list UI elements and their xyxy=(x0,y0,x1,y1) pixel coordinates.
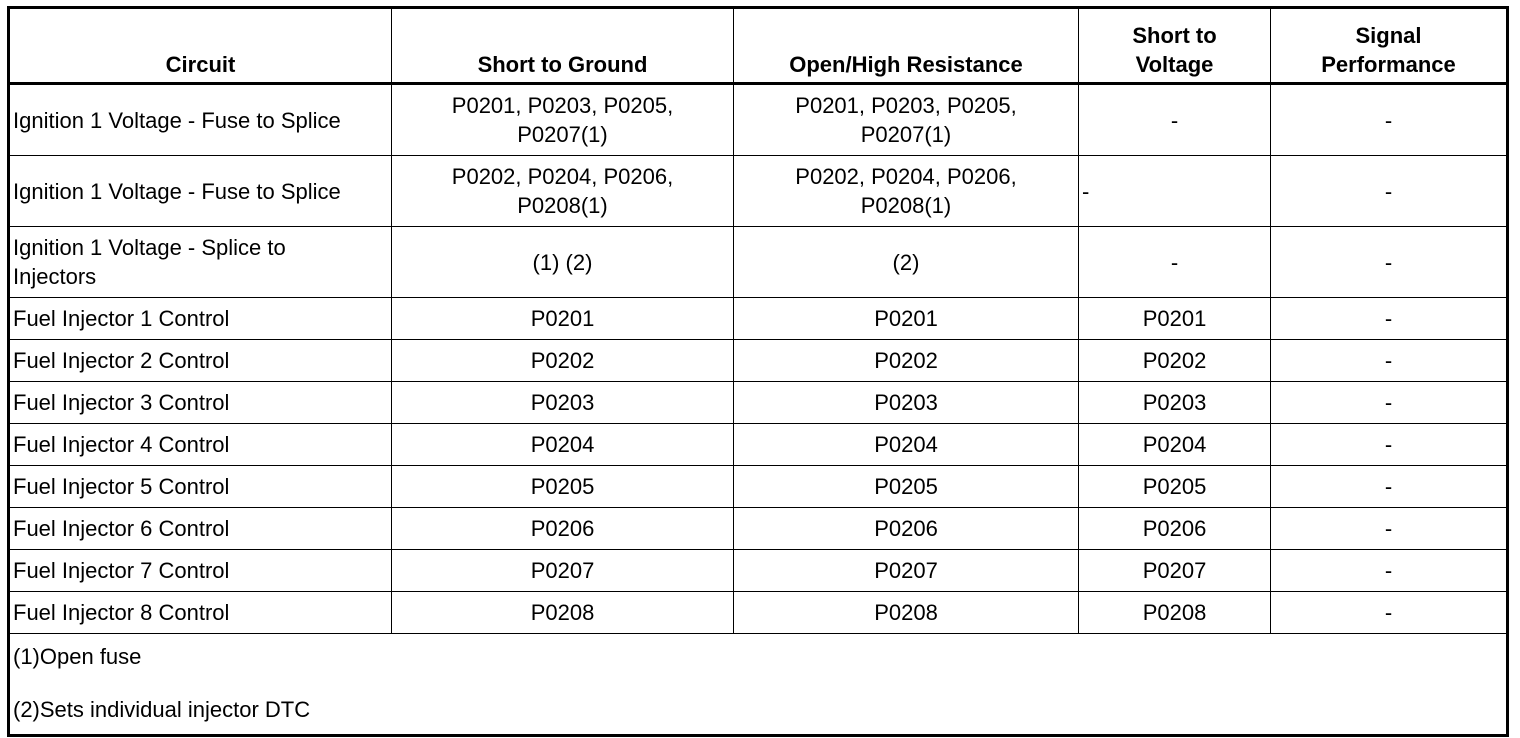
table-row xyxy=(9,592,1508,634)
header-open-high-resistance: Open/High Resistance xyxy=(734,8,1079,84)
cell-short-to-ground: P0206 xyxy=(392,508,734,550)
cell-open-high-resistance: P0205 xyxy=(734,466,1079,508)
cell-signal-performance: - xyxy=(1271,84,1508,156)
table-notes xyxy=(9,634,1508,736)
cell-open-high-resistance: P0204 xyxy=(734,424,1079,466)
cell-short-to-ground: P0207 xyxy=(392,550,734,592)
note-individual-injector-dtc: (2)Sets individual injector DTC xyxy=(13,697,311,722)
cell-open-high-resistance: P0203 xyxy=(734,382,1079,424)
table-row xyxy=(9,466,1508,508)
cell-short-to-voltage: P0207 xyxy=(1079,550,1271,592)
cell-signal-performance: - xyxy=(1271,424,1508,466)
dtc-circuit-table-document xyxy=(7,6,1506,733)
cell-circuit: Fuel Injector 3 Control xyxy=(9,382,392,424)
cell-open-high-resistance: P0208 xyxy=(734,592,1079,634)
header-short-to-ground: Short to Ground xyxy=(392,8,734,84)
note-open-fuse: (1)Open fuse xyxy=(13,644,142,669)
cell-short-to-voltage: - xyxy=(1079,156,1271,227)
table-row xyxy=(9,227,1508,298)
cell-short-to-voltage: P0201 xyxy=(1079,298,1271,340)
table-row xyxy=(9,156,1508,227)
cell-short-to-ground: P0204 xyxy=(392,424,734,466)
header-circuit: Circuit xyxy=(9,8,392,84)
cell-open-high-resistance: P0202 xyxy=(734,340,1079,382)
table-row xyxy=(9,382,1508,424)
table-row xyxy=(9,84,1508,156)
cell-signal-performance: - xyxy=(1271,508,1508,550)
table-row xyxy=(9,298,1508,340)
cell-open-high-resistance: P0206 xyxy=(734,508,1079,550)
cell-signal-performance: - xyxy=(1271,227,1508,298)
header-short-to-voltage: Short to Voltage xyxy=(1079,8,1271,84)
cell-short-to-ground: P0203 xyxy=(392,382,734,424)
cell-short-to-ground: P0201 xyxy=(392,298,734,340)
cell-circuit: Fuel Injector 5 Control xyxy=(9,466,392,508)
cell-open-high-resistance: P0201, P0203, P0205, P0207(1) xyxy=(734,84,1079,156)
cell-signal-performance: - xyxy=(1271,382,1508,424)
cell-circuit: Fuel Injector 4 Control xyxy=(9,424,392,466)
cell-signal-performance: - xyxy=(1271,156,1508,227)
cell-short-to-voltage: P0203 xyxy=(1079,382,1271,424)
table-row xyxy=(9,340,1508,382)
cell-short-to-voltage: - xyxy=(1079,227,1271,298)
header-signal-performance: Signal Performance xyxy=(1271,8,1508,84)
cell-short-to-ground: P0202, P0204, P0206, P0208(1) xyxy=(392,156,734,227)
cell-signal-performance: - xyxy=(1271,550,1508,592)
cell-signal-performance: - xyxy=(1271,298,1508,340)
cell-circuit: Ignition 1 Voltage - Splice to Injectors xyxy=(9,227,392,298)
cell-signal-performance: - xyxy=(1271,592,1508,634)
cell-open-high-resistance: (2) xyxy=(734,227,1079,298)
cell-short-to-voltage: P0204 xyxy=(1079,424,1271,466)
notes-row xyxy=(9,634,1508,736)
cell-short-to-voltage: P0206 xyxy=(1079,508,1271,550)
cell-short-to-ground: (1) (2) xyxy=(392,227,734,298)
cell-signal-performance: - xyxy=(1271,466,1508,508)
cell-open-high-resistance: P0202, P0204, P0206, P0208(1) xyxy=(734,156,1079,227)
cell-circuit: Ignition 1 Voltage - Fuse to Splice xyxy=(9,156,392,227)
cell-circuit: Fuel Injector 2 Control xyxy=(9,340,392,382)
dtc-circuit-table xyxy=(7,6,1509,737)
cell-short-to-voltage: P0205 xyxy=(1079,466,1271,508)
cell-short-to-ground: P0202 xyxy=(392,340,734,382)
cell-short-to-ground: P0208 xyxy=(392,592,734,634)
cell-circuit: Fuel Injector 6 Control xyxy=(9,508,392,550)
cell-circuit: Fuel Injector 7 Control xyxy=(9,550,392,592)
cell-open-high-resistance: P0201 xyxy=(734,298,1079,340)
cell-circuit: Fuel Injector 1 Control xyxy=(9,298,392,340)
cell-short-to-ground: P0201, P0203, P0205, P0207(1) xyxy=(392,84,734,156)
table-row xyxy=(9,508,1508,550)
cell-circuit: Fuel Injector 8 Control xyxy=(9,592,392,634)
cell-open-high-resistance: P0207 xyxy=(734,550,1079,592)
cell-short-to-voltage: P0208 xyxy=(1079,592,1271,634)
cell-short-to-voltage: - xyxy=(1079,84,1271,156)
cell-signal-performance: - xyxy=(1271,340,1508,382)
header-row xyxy=(9,8,1508,84)
table-row xyxy=(9,550,1508,592)
table-row xyxy=(9,424,1508,466)
cell-short-to-voltage: P0202 xyxy=(1079,340,1271,382)
cell-short-to-ground: P0205 xyxy=(392,466,734,508)
cell-circuit: Ignition 1 Voltage - Fuse to Splice xyxy=(9,84,392,156)
